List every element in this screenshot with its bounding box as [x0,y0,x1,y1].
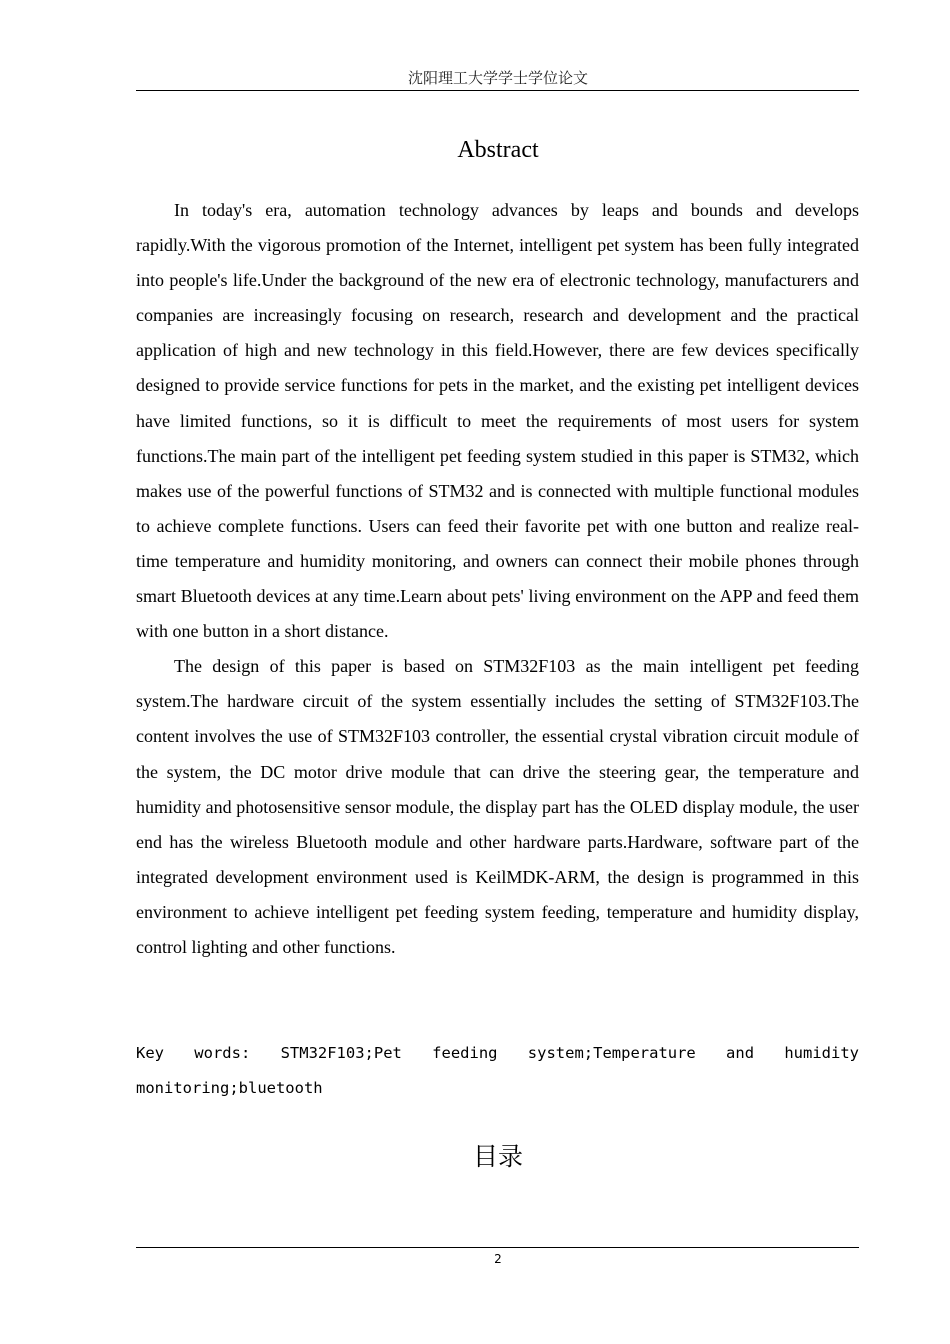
abstract-body [136,193,859,965]
abstract-paragraph: In today's era, automation technology advances by leaps and bounds and develops rapidly.With the vigorous promotion of the Internet, intelligent pet system has been fully integrated into people's life.Under the background of the new era of electronic technology, manufacturers and companies are increasingly focusing on research, research and development and the practical application of high and new technology in this field.However, there are few devices specifically designed to provide service functions for pets in the market, and the existing pet intelligent devices have limited functions, so it is difficult to meet the requirements of most users for system functions.The main part of the intelligent pet feeding system studied in this paper is STM32, which makes use of the powerful functions of STM32 and is connected with multiple functional modules to achieve complete functions. Users can feed their favorite pet with one button and realize real-time temperature and humidity monitoring, and owners can connect their mobile phones through smart Bluetooth devices at any time.Learn about pets' living environment on the APP and feed them with one button in a short distance. [136,200,859,642]
toc-heading: 目录 [472,1142,523,1171]
footer-rule [136,1247,859,1248]
header-rule [136,90,859,91]
abstract-heading: Abstract [457,137,539,163]
keywords-line: Key words: STM32F103;Pet feeding system;Temperature and humidity monitoring;bluetooth [136,1044,859,1097]
abstract-paragraph: The design of this paper is based on STM32F103 as the main intelligent pet feeding system.The hardware circuit of the system essentially includes the setting of STM32F103.The content involves the use of STM32F103 controller, the essential crystal vibration circuit module of the system, the DC motor drive module that can drive the steering gear, the temperature and humidity and photosensitive sensor module, the display part has the OLED display module, the user end has the wireless Bluetooth module and other hardware parts.Hardware, software part of the integrated development environment used is KeilMDK-ARM, the design is programmed in this environment to achieve intelligent pet feeding system feeding, temperature and humidity display, control lighting and other functions. [136,656,859,957]
running-header: 沈阳理工大学学士学位论文 [407,71,588,87]
page-number: 2 [494,1252,502,1266]
